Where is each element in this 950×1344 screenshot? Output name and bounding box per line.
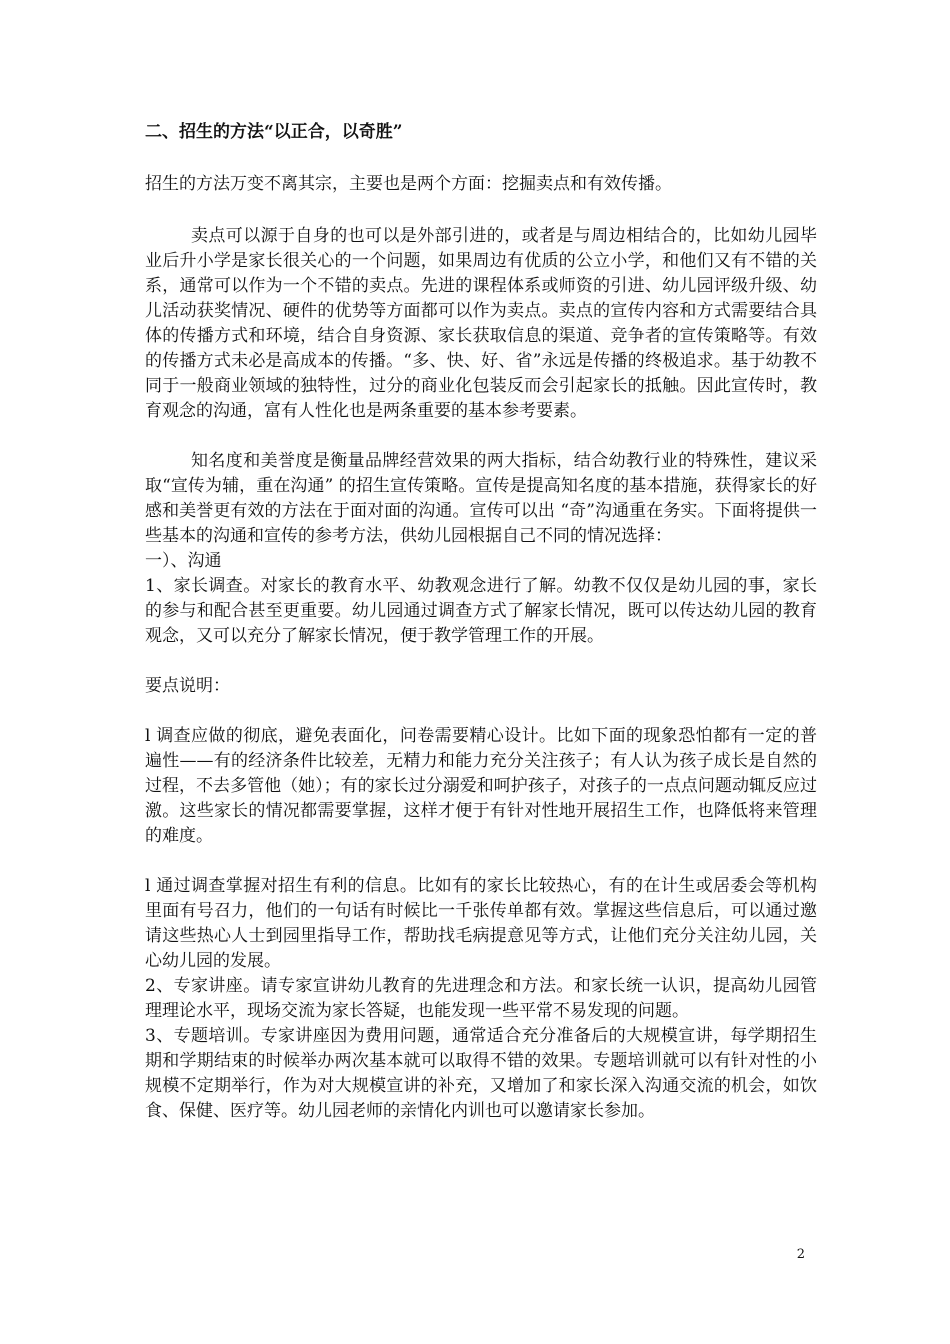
selling-points-paragraph: 卖点可以源于自身的也可以是外部引进的，或者是与周边相结合的，比如幼儿园毕业后升小学是家长很关心的一个问题，如果周边有优质的公立小学，和他们又有不错的关系，通常可以作为一个不错的卖点。先进的课程体系或师资的引进、幼儿园评级升级、幼儿活动获奖情况、硬件的优势等方面都可以作为卖点。卖点的宣传内容和方式需要结合具体的传播方式和环境，结合自身资源、家长获取信息的渠道、竞争者的宣传策略等。有效的传播方式未必是高成本的传播。“多、快、好、省”永远是传播的终极追求。基于幼教不同于一般商业领域的独特性，过分的商业化包装反而会引起家长的抵触。因此宣传时，教育观念的沟通，富有人性化也是两条重要的基本参考要素。	[145, 226, 817, 421]
reputation-paragraph: 知名度和美誉度是衡量品牌经营效果的两大指标，结合幼教行业的特殊性，建议采取“宣传为辅，重在沟通” 的招生宣传策略。宣传是提高知名度的基本措施，获得家长的好感和美誉更有效的方法在于面对面的沟通。宣传可以出 “奇”沟通重在务实。下面将提供一些基本的沟通和宣传的参考方法，供幼儿园根据自己不同的情况选择：	[145, 451, 817, 546]
intro-paragraph: 招生的方法万变不离其宗，主要也是两个方面：挖掘卖点和有效传播。	[145, 174, 672, 194]
page-number: 2	[796, 1247, 805, 1262]
item-expert-lecture: 2、专家讲座。请专家宣讲幼儿教育的先进理念和方法。和家长统一认识，提高幼儿园管理理论水平，现场交流为家长答疑，也能发现一些平常不易发现的问题。	[145, 976, 817, 1021]
bullet-survey-thorough: l 调查应做的彻底，避免表面化，问卷需要精心设计。比如下面的现象恐怕都有一定的普遍性——有的经济条件比较差，无精力和能力充分关注孩子；有人认为孩子成长是自然的过程，不去多管他（她）；有的家长过分溺爱和呵护孩子，对孩子的一点点问题动辄反应过激。这些家长的情况都需要掌握，这样才便于有针对性地开展招生工作，也降低将来管理的难度。	[145, 726, 817, 846]
item-topic-training: 3、专题培训。专家讲座因为费用问题，通常适合充分准备后的大规模宣讲，每学期招生期和学期结束的时候举办两次基本就可以取得不错的效果。专题培训就可以有针对性的小规模不定期举行，作为对大规模宣讲的补充，又增加了和家长深入沟通交流的机会，如饮食、保健、医疗等。幼儿园老师的亲情化内训也可以邀请家长参加。	[145, 1026, 817, 1121]
document-body	[145, 120, 817, 1124]
communication-subheading: 一）、沟通	[145, 551, 222, 571]
item-parent-survey: 1、家长调查。对家长的教育水平、幼教观念进行了解。幼教不仅仅是幼儿园的事，家长的参与和配合甚至更重要。幼儿园通过调查方式了解家长情况，既可以传达幼儿园的教育观念，又可以充分了解家长情况，便于教学管理工作的开展。	[145, 576, 817, 646]
bullet-survey-info: l 通过调查掌握对招生有利的信息。比如有的家长比较热心，有的在计生或居委会等机构里面有号召力，他们的一句话有时候比一千张传单都有效。掌握这些信息后，可以通过邀请这些热心人士到园里指导工作，帮助找毛病提意见等方式，让他们充分关注幼儿园，关心幼儿园的发展。	[145, 876, 817, 971]
section-heading: 二、招生的方法“以正合，以奇胜”	[145, 122, 403, 142]
key-points-label: 要点说明：	[145, 676, 230, 696]
